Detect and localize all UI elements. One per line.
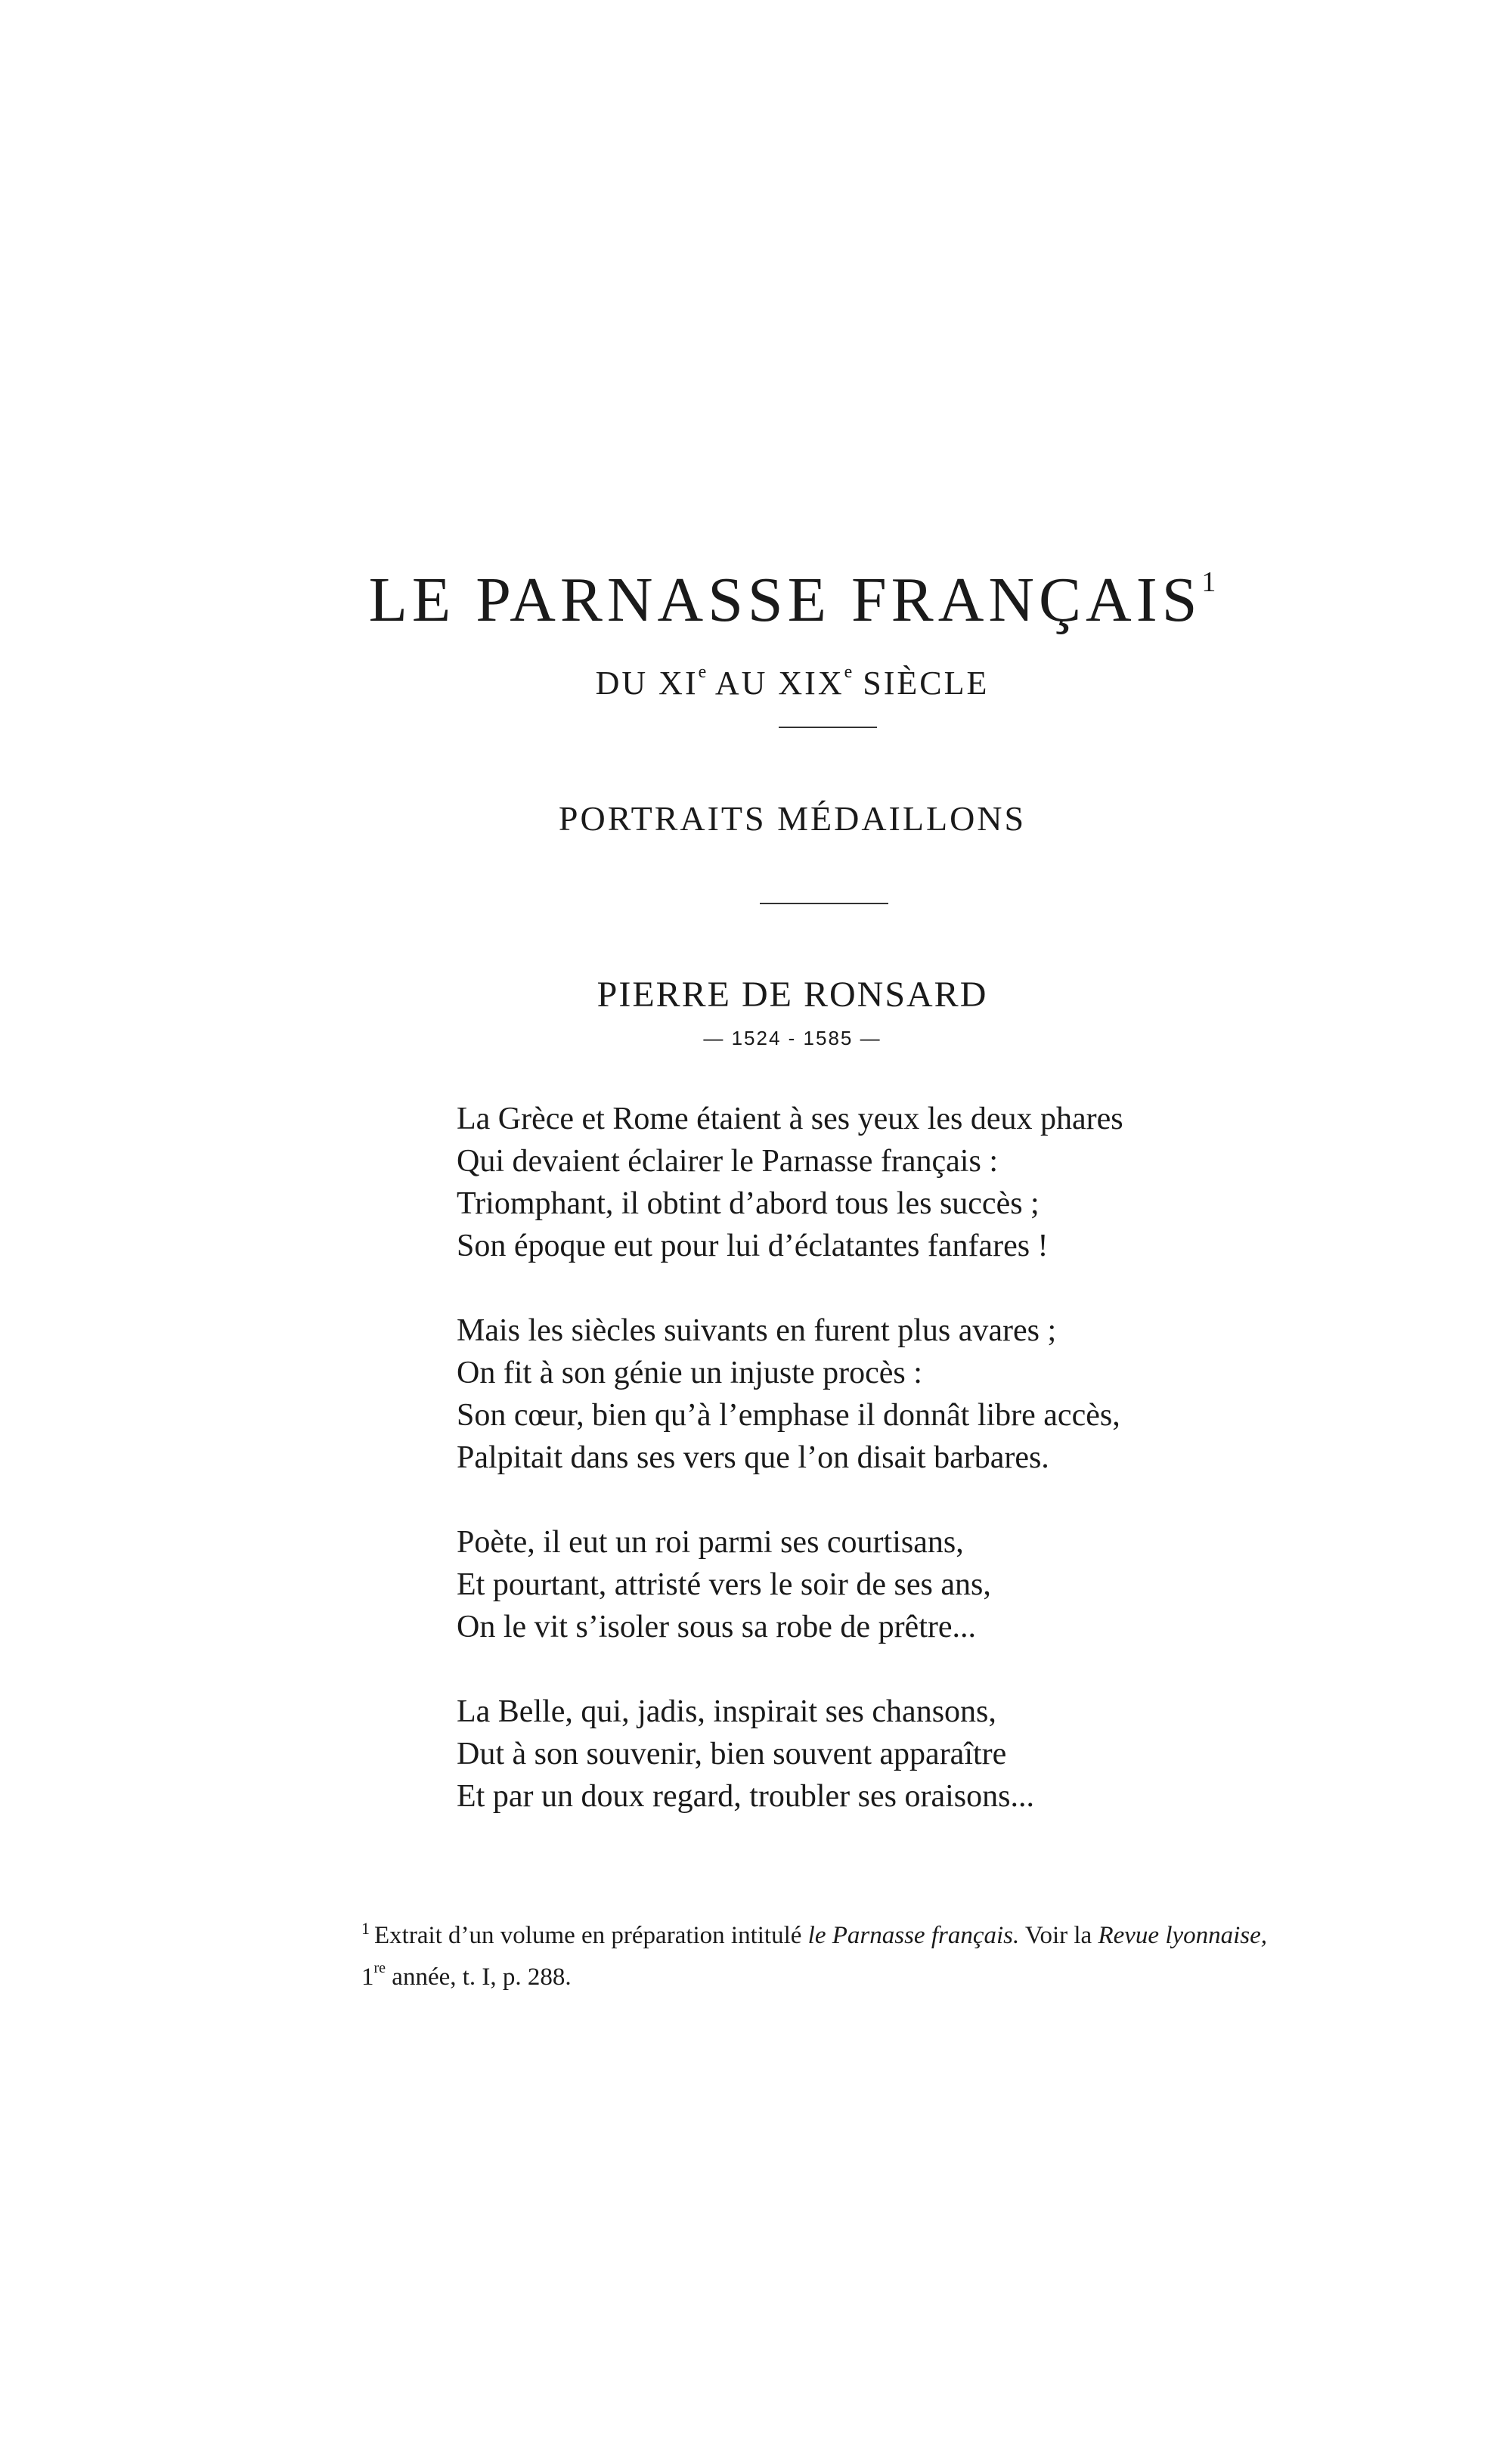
footnote-mark: 1 [361, 1919, 370, 1938]
verse-line: Et pourtant, attristé vers le soir de ses ans, [457, 1567, 991, 1602]
verse-line: On fit à son génie un injuste procès : [457, 1356, 922, 1390]
section-heading: PORTRAITS MÉDAILLONS [558, 799, 1027, 838]
verse-line: Mais les siècles suivants en furent plus avares ; [457, 1313, 1057, 1348]
century-subtitle [38, 664, 1509, 702]
footnote-text: 1 [361, 1963, 374, 1991]
verse-line: Son cœur, bien qu’à l’emphase il donnât libre accès, [457, 1398, 1120, 1433]
verse-line: Son époque eut pour lui d’éclatantes fanfares ! [457, 1229, 1049, 1263]
divider-rule [760, 903, 888, 904]
verse-line: La Belle, qui, jadis, inspirait ses chansons, [457, 1694, 996, 1729]
poet-name: PIERRE DE RONSARD [596, 975, 988, 1015]
verse-line: Poète, il eut un roi parmi ses courtisans, [457, 1525, 964, 1560]
verse-line: Et par un doux regard, troubler ses oraisons... [457, 1779, 1034, 1814]
footnote-text: année, t. I, p. 288. [386, 1963, 572, 1991]
subtitle-superscript: e [698, 662, 707, 683]
footnote-superscript: re [373, 1960, 386, 1976]
subtitle-part: AU XIX [706, 665, 844, 702]
footnote [361, 1919, 1291, 1994]
verse-line: Dut à son souvenir, bien souvent apparaître [457, 1737, 1007, 1771]
title-footnote-mark: 1 [1201, 566, 1216, 598]
footnote-italic: Revue lyonnaise, [1098, 1922, 1268, 1949]
stanza [457, 1521, 1123, 1648]
verse-line: La Grèce et Rome étaient à ses yeux les deux phares [457, 1102, 1123, 1136]
footnote-text: Voir la [1019, 1922, 1098, 1949]
page-title [38, 563, 1509, 637]
verse-line: On le vit s’isoler sous sa robe de prêtre... [457, 1610, 976, 1644]
verse-line: Palpitait dans ses vers que l’on disait barbares. [457, 1440, 1049, 1475]
stanza [457, 1098, 1123, 1267]
subtitle-part: DU XI [595, 665, 699, 702]
stanza [457, 1309, 1123, 1479]
footnote-italic: le Parnasse français. [807, 1922, 1020, 1949]
subtitle-superscript: e [844, 662, 853, 683]
sonnet [457, 1098, 1123, 1860]
footnote-text: Extrait d’un volume en préparation intitulé [374, 1922, 808, 1949]
verse-line: Qui devaient éclairer le Parnasse français : [457, 1144, 998, 1179]
subtitle-part: SIÈCLE [852, 665, 990, 702]
verse-line: Triomphant, il obtint d’abord tous les succès ; [457, 1186, 1040, 1221]
title-text: LE PARNASSE FRANÇAIS [368, 565, 1202, 635]
poet-dates: — 1524 - 1585 — [703, 1027, 882, 1049]
divider-rule [779, 727, 877, 728]
stanza [457, 1691, 1123, 1818]
